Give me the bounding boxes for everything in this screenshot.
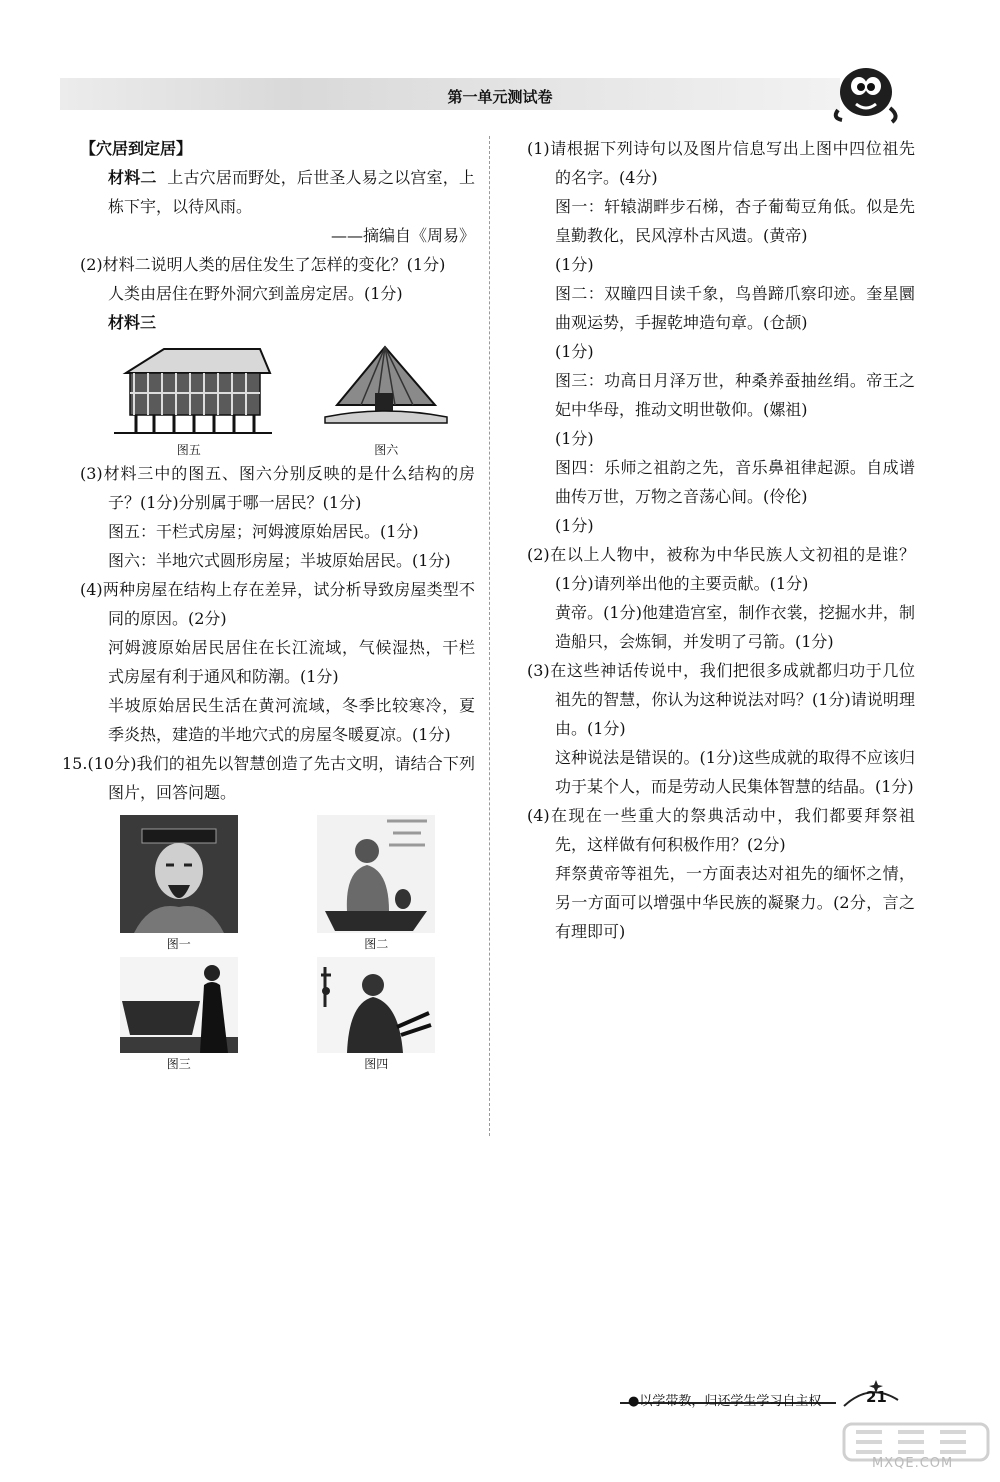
- figure-2-caption: 图二: [364, 937, 389, 951]
- r-poem-3-score: (1分): [555, 429, 594, 448]
- answer-3-fig6: 图六：半地穴式圆形房屋；半坡原始居民。(1分): [108, 551, 451, 570]
- question-2: (2)材料二说明人类的居住发生了怎样的变化？(1分): [80, 255, 446, 274]
- question-15: 15.(10分)我们的祖先以智慧创造了先古文明，请结合下列图片，回答问题。: [62, 754, 475, 802]
- r-poem-1: 图一：轩辕湖畔步石梯，杏子葡萄豆角低。似是先皇勤教化，民风淳朴古风遗。(黄帝): [555, 197, 915, 245]
- answer-4-banpo: 半坡原始居民生活在黄河流域，冬季比较寒冷，夏季炎热，建造的半地穴式的房屋冬暖夏凉。(1分): [108, 696, 475, 744]
- material-two-source: ——摘编自《周易》: [330, 226, 475, 245]
- figure-5: [104, 343, 274, 459]
- r-answer-3: 这种说法是错误的。(1分)这些成就的取得不应该归功于某个人，而是劳动人民集体智慧的结晶。(1分): [555, 748, 915, 796]
- r-question-4: (4)在现在一些重大的祭典活动中，我们都要拜祭祖先，这样做有何积极作用？(2分): [527, 806, 915, 854]
- r-question-3: (3)在这些神话传说中，我们把很多成就都归功于几位祖先的智慧，你认为这种说法对吗？(1分)请说明理由。(1分): [527, 661, 915, 738]
- figure-6-caption: 图六: [374, 443, 399, 457]
- r-poem-2-score: (1分): [555, 342, 594, 361]
- section-title: 【穴居到定居】: [80, 139, 193, 158]
- page-header-title: 第一单元测试卷: [447, 88, 553, 106]
- figure-3: [120, 957, 238, 1073]
- huangdi-portrait-image: [120, 815, 238, 933]
- figure-row-ancestors-bottom: [80, 957, 475, 1073]
- page-number: 21: [866, 1388, 887, 1406]
- figure-6: [321, 343, 451, 459]
- watermark-text: MXQE.COM: [872, 1456, 954, 1471]
- figure-5-caption: 图五: [176, 443, 201, 457]
- figure-4: [317, 957, 435, 1073]
- r-poem-3: 图三：功高日月泽万世，种桑养蚕抽丝绢。帝王之妃中华母，推动文明世敬仰。(嫘祖): [555, 371, 915, 419]
- answer-4-hemudu: 河姆渡原始居民居住在长江流域，气候湿热，干栏式房屋有利于通风和防潮。(1分): [108, 638, 475, 686]
- figure-row-ancestors-top: [80, 815, 475, 953]
- material-two: [80, 163, 475, 221]
- r-question-2: (2)在以上人物中，被称为中华民族人文初祖的是谁？(1分)请列举出他的主要贡献。(1分): [527, 545, 915, 593]
- figure-4-caption: 图四: [364, 1057, 389, 1071]
- answer-3-fig5: 图五：干栏式房屋；河姆渡原始居民。(1分): [108, 522, 419, 541]
- right-column: [527, 134, 915, 946]
- answer-2: 人类由居住在野外洞穴到盖房定居。(1分): [108, 284, 403, 303]
- leizu-figure-image: [120, 957, 238, 1053]
- figure-3-caption: 图三: [166, 1057, 191, 1071]
- r-poem-4-score: (1分): [555, 516, 594, 535]
- figure-row-houses: [80, 343, 475, 459]
- stilt-house-image: [104, 343, 274, 439]
- material-three-label: 材料三: [108, 313, 157, 332]
- material-two-label: 材料二: [108, 168, 157, 187]
- figure-2: [317, 815, 435, 953]
- r-question-1: (1)请根据下列诗句以及图片信息写出上图中四位祖先的名字。(4分): [527, 139, 915, 187]
- cangjie-figure-image: [317, 815, 435, 933]
- r-poem-2: 图二：双瞳四目读千象，鸟兽蹄爪察印迹。奎星圜曲观运势，手握乾坤造句章。(仓颉): [555, 284, 915, 332]
- linglun-figure-image: [317, 957, 435, 1053]
- left-column: [62, 134, 475, 1073]
- figure-1-caption: 图一: [166, 937, 191, 951]
- r-answer-4: 拜祭黄帝等祖先，一方面表达对祖先的缅怀之情，另一方面可以增强中华民族的凝聚力。(2分，言之有理即可): [555, 864, 915, 941]
- r-poem-1-score: (1分): [555, 255, 594, 274]
- r-poem-4: 图四：乐师之祖韵之先，音乐鼻祖律起源。自成谱曲传万世，万物之音荡心间。(伶伦): [555, 458, 915, 506]
- question-3: (3)材料三中的图五、图六分别反映的是什么结构的房子？(1分)分别属于哪一居民？(1分): [80, 464, 475, 512]
- semi-pit-house-image: [321, 343, 451, 439]
- material-two-text: 上古穴居而野处，后世圣人易之以宫室，上栋下宇，以待风雨。: [108, 168, 475, 216]
- question-4: (4)两种房屋在结构上存在差异，试分析导致房屋类型不同的原因。(2分): [80, 580, 475, 628]
- mascot-icon: [826, 58, 906, 126]
- footer-slogan: ●以学带教，归还学生学习自主权: [628, 1394, 822, 1409]
- column-divider: [489, 136, 490, 1136]
- r-answer-2: 黄帝。(1分)他建造宫室，制作衣裳，挖掘水井，制造船只，会炼铜，并发明了弓箭。(1分): [555, 603, 915, 651]
- figure-1: [120, 815, 238, 953]
